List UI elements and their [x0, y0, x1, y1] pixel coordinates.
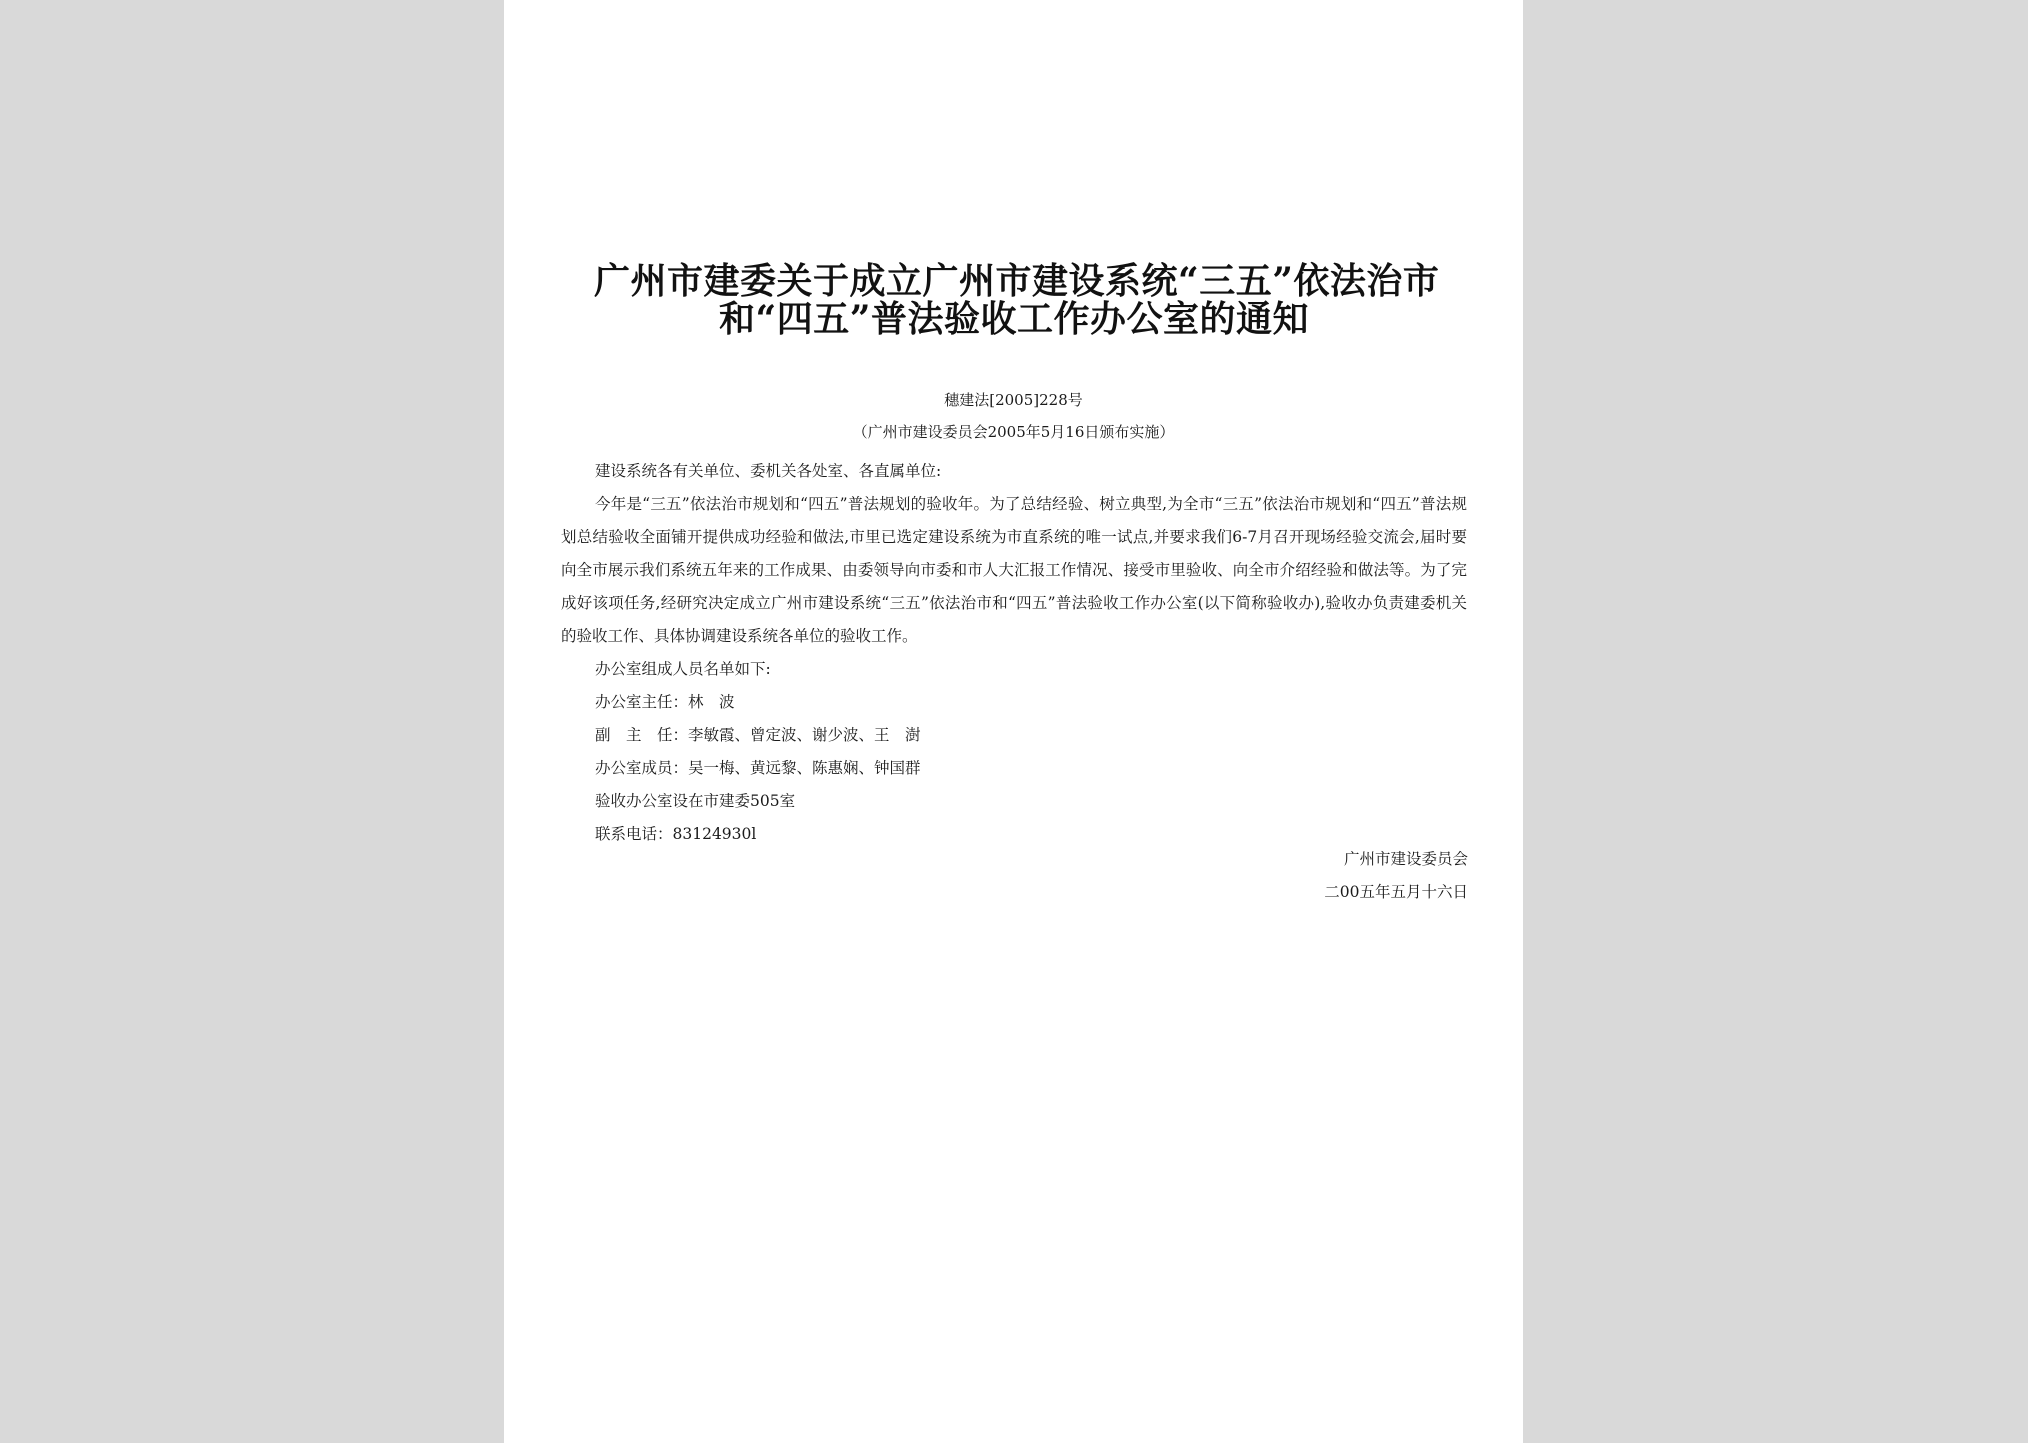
- phone-line: 联系电话：83124930l: [595, 825, 757, 843]
- title-line-1: 广州市建委关于成立广州市建设系统“三五”依法治市: [594, 260, 1440, 302]
- document-page: [504, 0, 1523, 1443]
- document-body: [561, 455, 1467, 851]
- director-line: 办公室主任：林 波: [595, 693, 735, 711]
- signature-org: 广州市建设委员会: [1343, 850, 1468, 868]
- document-title: [594, 260, 1440, 340]
- main-paragraph: 今年是“三五”依法治市规划和“四五”普法规划的验收年。为了总结经验、树立典型,为全市“三五”依法治市规划和“四五”普法规划总结验收全面铺开提供成功经验和做法,市里已选定建设系统为市直系统的唯一试点,并要求我们6-7月召开现场经验交流会,届时要向全市展示我们系统五年来的工作成果、由委领导向市委和市人大汇报工作情况、接受市里验收、向全市介绍经验和做法等。为了完成好该项任务,经研究决定成立广州市建设系统“三五”依法治市和“四五”普法验收工作办公室(以下简称验收办),验收办负责建委机关的验收工作、具体协调建设系统各单位的验收工作。: [561, 495, 1467, 645]
- signature-block: [1324, 843, 1468, 909]
- members-line: 办公室成员：吴一梅、黄远黎、陈惠娴、钟国群: [595, 759, 921, 777]
- office-location-line: 验收办公室设在市建委505室: [595, 792, 796, 810]
- salutation: 建设系统各有关单位、委机关各处室、各直属单位:: [595, 462, 942, 480]
- issued-note: （广州市建设委员会2005年5月16日颁布实施）: [852, 423, 1175, 441]
- signature-date: 二00五年五月十六日: [1324, 883, 1468, 901]
- deputy-directors-line: 副 主 任：李敏霞、曾定波、谢少波、王 澍: [595, 726, 921, 744]
- members-intro: 办公室组成人员名单如下:: [595, 660, 771, 678]
- document-number: 穗建法[2005]228号: [944, 391, 1083, 409]
- title-line-2: 和“四五”普法验收工作办公室的通知: [719, 298, 1309, 340]
